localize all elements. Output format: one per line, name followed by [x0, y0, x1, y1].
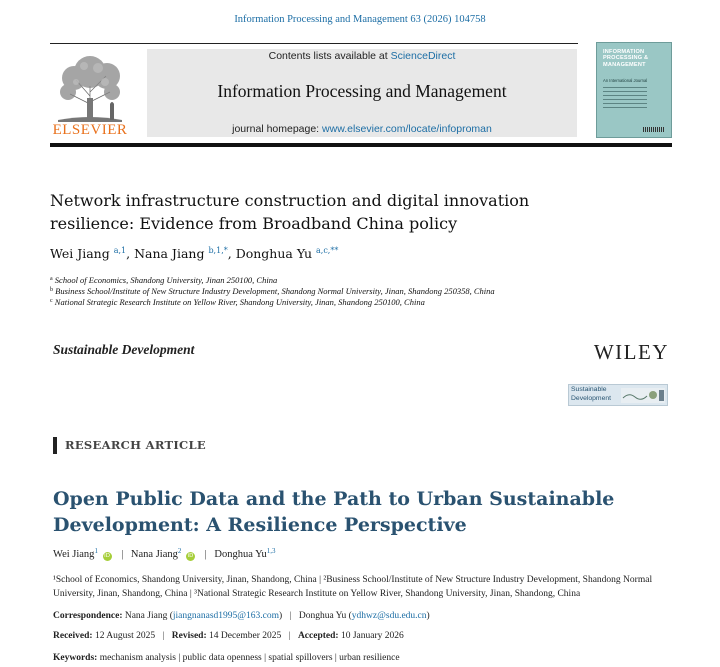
- paper1-title: Network infrastructure construction and digital innovation resilience: Evidence from Broadband China policy: [50, 191, 530, 233]
- keywords: [53, 653, 673, 663]
- affiliation-text: National Strategic Research Institute on Yellow River, Shandong University, Jinan, Shandong 250100, China: [54, 297, 425, 307]
- header-top-rule: [50, 43, 578, 44]
- contents-availability: [147, 50, 577, 62]
- correspondence-email-link[interactable]: ydhwz@sdu.edu.cn: [351, 611, 427, 621]
- accepted-label: Accepted:: [297, 631, 339, 641]
- paper2-journal-name: Sustainable Development: [53, 342, 195, 357]
- keywords-text: mechanism analysis | public data openness | spatial spillovers | urban resilience: [99, 653, 400, 663]
- paper2-author-name[interactable]: Nana Jiang: [130, 549, 178, 560]
- affiliation-mark: a: [50, 276, 53, 282]
- contents-prefix: Contents lists available at: [268, 50, 391, 62]
- paper1-authors: [50, 246, 650, 261]
- journal-homepage: [147, 123, 577, 135]
- author-separator: |: [121, 549, 124, 560]
- header-bottom-rule: [50, 143, 672, 147]
- correspondence-person: Nana Jiang: [124, 611, 168, 621]
- cover-barcode: [643, 127, 665, 132]
- author-separator: |: [204, 549, 207, 560]
- sciencedirect-link[interactable]: ScienceDirect: [390, 50, 456, 62]
- journal-badge: [568, 384, 668, 406]
- paper2-affiliations: ¹School of Economics, Shandong University, Jinan, Shandong, China | ²Business School/Institute of New Structure Industry Development, Shandong Normal University, Jinan, Shandong, China | ³National Strategic Research Institute on Yellow River, Shandong University, Jinan, Shandong, China: [53, 575, 653, 599]
- paper2-author-sup: 1,3: [266, 547, 276, 555]
- affiliation-text: School of Economics, Shandong University, Jinan 250100, China: [54, 275, 278, 285]
- paper2-author-sup: 1: [94, 547, 98, 555]
- paper1-affiliation: [50, 286, 670, 296]
- paper2-authors: [53, 547, 673, 561]
- paper2-author-sup: 2: [177, 547, 182, 555]
- orcid-icon[interactable]: iD: [187, 553, 194, 559]
- correspondence-email-link[interactable]: jiangnanasd1995@163.com: [172, 611, 279, 621]
- journal-name: Information Processing and Management: [217, 81, 507, 101]
- paper2-author-name[interactable]: Donghua Yu: [214, 549, 267, 560]
- paper2-author-name[interactable]: Wei Jiang: [53, 549, 95, 560]
- journal-badge-text: Sustainable Development: [571, 386, 612, 402]
- homepage-link[interactable]: www.elsevier.com/locate/infoproman: [322, 123, 492, 135]
- article-type-bar: [53, 437, 57, 454]
- journal-cover-thumbnail: [596, 42, 672, 138]
- homepage-prefix: journal homepage:: [232, 123, 323, 135]
- cover-title: INFORMATION PROCESSING & MANAGEMENT: [603, 49, 649, 68]
- elsevier-wordmark: ELSEVIER: [52, 122, 128, 138]
- cover-subtitle: An International Journal: [603, 78, 648, 83]
- article-type: RESEARCH ARTICLE: [65, 438, 206, 452]
- correspondence: Correspondence: Nana Jiang (jiangnanasd1995@163.com) | Donghua Yu (ydhwz@sdu.edu.cn): [53, 611, 430, 621]
- wiley-logo: WILEY: [593, 340, 669, 364]
- paper1-author-name[interactable]: Wei Jiang: [50, 246, 110, 261]
- revised-date: 14 December 2025: [209, 631, 282, 641]
- date-separator: |: [162, 631, 165, 641]
- accepted-date: 10 January 2026: [340, 631, 404, 641]
- article-dates: [53, 631, 673, 641]
- paper1-author-sup: a,c,**: [316, 246, 339, 255]
- journal-citation: Information Processing and Management 63 (2026) 104758: [234, 14, 486, 25]
- paper1-affiliation: [50, 297, 670, 307]
- date-separator: |: [288, 631, 291, 641]
- author-separator: ,: [126, 246, 135, 261]
- keywords-label: Keywords:: [53, 653, 98, 663]
- paper2-title: Open Public Data and the Path to Urban Sustainable Development: A Resilience Perspective: [53, 488, 615, 536]
- paper1-author-sup: b,1,*: [208, 246, 228, 255]
- orcid-icon[interactable]: iD: [104, 553, 110, 559]
- cover-decoration: [603, 87, 647, 111]
- received-date: 12 August 2025: [94, 631, 156, 641]
- correspondence-label: Correspondence:: [53, 611, 123, 621]
- affiliation-text: Business School/Institute of New Structure Industry Development, Shandong Normal University, Jinan, Shandong 250358, China: [55, 286, 495, 296]
- affiliation-mark: c: [50, 298, 53, 304]
- correspondence-separator: |: [289, 611, 292, 621]
- author-separator: ,: [227, 246, 236, 261]
- received-label: Received:: [53, 631, 93, 641]
- paper1-author-sup: a,1: [113, 246, 127, 255]
- paper1-affiliation: [50, 275, 670, 285]
- affiliation-mark: b: [50, 287, 53, 293]
- revised-label: Revised:: [171, 631, 207, 641]
- paper1-author-name[interactable]: Donghua Yu: [235, 246, 313, 261]
- paper1-author-name[interactable]: Nana Jiang: [134, 246, 205, 261]
- correspondence-person: Donghua Yu: [298, 611, 347, 621]
- journal-badge-art-icon: [621, 388, 665, 403]
